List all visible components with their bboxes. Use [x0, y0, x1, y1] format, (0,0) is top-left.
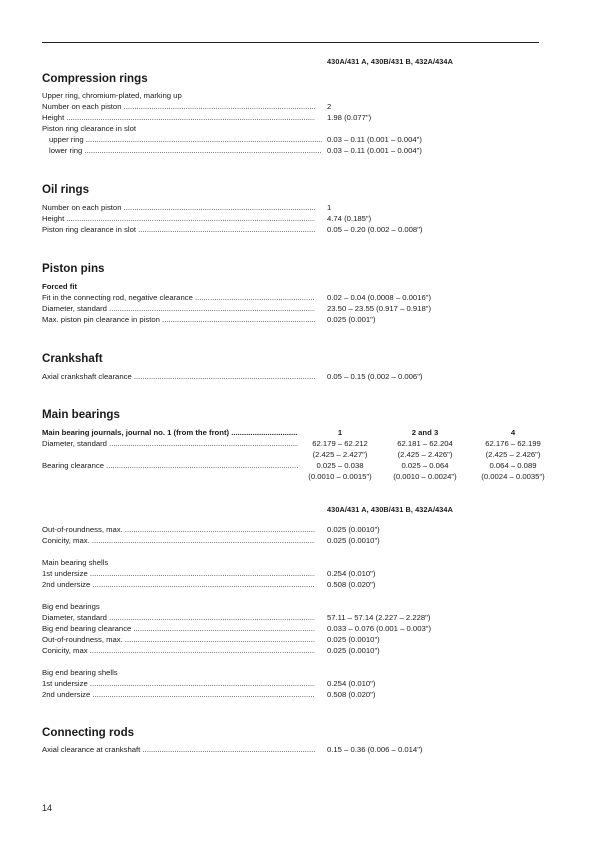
model-column-header: 430A/431 A, 430B/431 B, 432A/434A — [327, 505, 453, 514]
crankshaft-heading: Crankshaft — [42, 352, 103, 365]
compression-rings-heading: Compression rings — [42, 72, 148, 85]
top-rule — [42, 42, 539, 43]
main-bearings-heading: Main bearings — [42, 408, 120, 421]
page-number: 14 — [42, 803, 53, 813]
piston-pins-heading: Piston pins — [42, 262, 105, 275]
oil-rings-heading: Oil rings — [42, 183, 90, 196]
connecting-rods-heading: Connecting rods — [42, 726, 135, 739]
model-column-header: 430A/431 A, 430B/431 B, 432A/434A — [327, 57, 453, 66]
